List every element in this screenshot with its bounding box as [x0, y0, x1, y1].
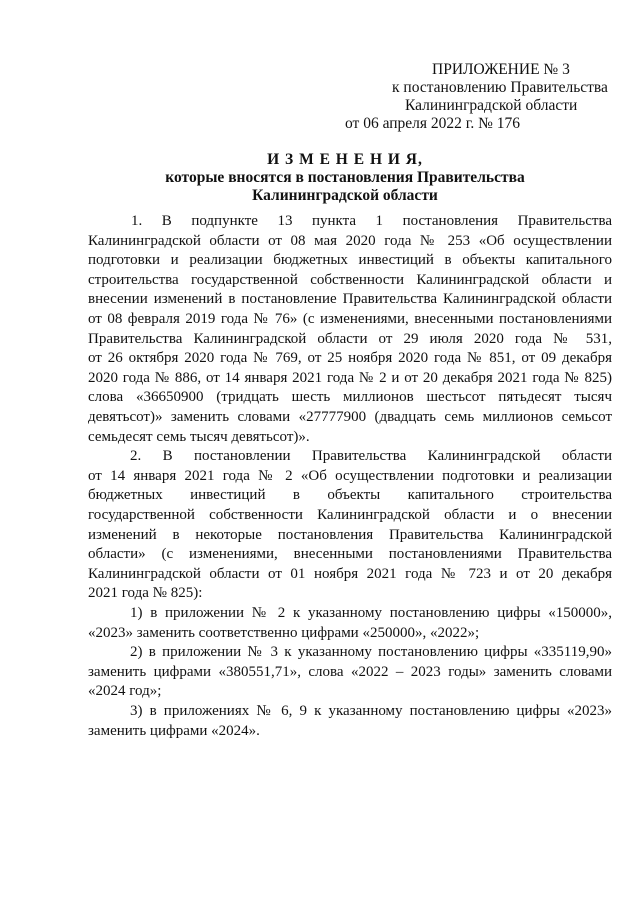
body-line: заменить цифрами «2024».: [88, 722, 260, 739]
title-main: И З М Е Н Е Н И Я,: [267, 151, 423, 168]
body-line: Правительства Калининградской области от 29 июля 2020 года № 531,: [88, 330, 612, 347]
body-line: «2023» заменить соответственно цифрами «250000», «2022»;: [88, 624, 480, 641]
appendix-date-number: от 06 апреля 2022 г. № 176: [345, 115, 521, 132]
title-sub-2: Калининградской области: [252, 187, 438, 204]
body-line: от 26 октября 2020 года № 769, от 25 ноября 2020 года № 851, от 09 декабря: [88, 350, 612, 367]
appendix-number: ПРИЛОЖЕНИЕ № 3: [432, 61, 570, 78]
body-line: бюджетных инвестиций в объекты капитального строительства: [88, 487, 612, 504]
body-line: 2020 года № 886, от 14 января 2021 года № 2 и от 20 декабря 2021 года № 825): [88, 369, 612, 386]
body-line: 2021 года № 825):: [88, 585, 203, 602]
body-line: 1. В подпункте 13 пункта 1 постановления Правительства: [131, 213, 612, 229]
body-line: от 14 января 2021 года № 2 «Об осуществлении подготовки и реализации: [88, 467, 612, 484]
body-line: области» (с изменениями, внесенными постановлениями Правительства: [88, 546, 612, 563]
body-line: от 08 февраля 2019 года № 76» (с изменениями, внесенными постановлениями: [88, 311, 612, 327]
body-line: семьдесят семь тысяч девятьсот)».: [88, 428, 310, 445]
body-line: строительства государственной собственности Калининградской области и: [88, 271, 612, 288]
body-line: девятьсот)» заменить словами «27777900 (двадцать семь миллионов семьсот: [88, 409, 612, 425]
appendix-region: Калининградской области: [405, 97, 578, 114]
body-line: подготовки и реализации бюджетных инвестиций в объекты капитального: [88, 252, 612, 269]
appendix-reference: к постановлению Правительства: [392, 79, 608, 96]
body-line: Калининградской области от 01 ноября 2021 года № 723 и от 20 декабря: [88, 565, 612, 582]
body-line: «2024 год»;: [88, 683, 162, 700]
body-line: слова «36650900 (тридцать шесть миллионов шестьсот пятьдесят тысяч: [88, 389, 612, 406]
body-line: 2) в приложении № 3 к указанному постановлению цифры «335119,90»: [130, 644, 612, 661]
title-sub-1: которые вносятся в постановления Правительства: [165, 169, 525, 186]
body-line: 1) в приложении № 2 к указанному постановлению цифры «150000»,: [130, 605, 612, 621]
body-line: заменить цифрами «380551,71», слова «2022 – 2023 годы» заменить словами: [88, 663, 612, 680]
body-line: внесении изменений в постановление Правительства Калининградской области: [88, 291, 612, 308]
body-line: 3) в приложениях № 6, 9 к указанному постановлению цифры «2023»: [130, 703, 612, 719]
body-line: изменений в некоторые постановления Правительства Калининградской: [88, 526, 612, 543]
body-line: 2. В постановлении Правительства Калининградской области: [130, 448, 612, 465]
body-line: государственной собственности Калининградской области и о внесении: [88, 507, 612, 523]
body-line: Калининградской области от 08 мая 2020 года № 253 «Об осуществлении: [88, 232, 612, 249]
